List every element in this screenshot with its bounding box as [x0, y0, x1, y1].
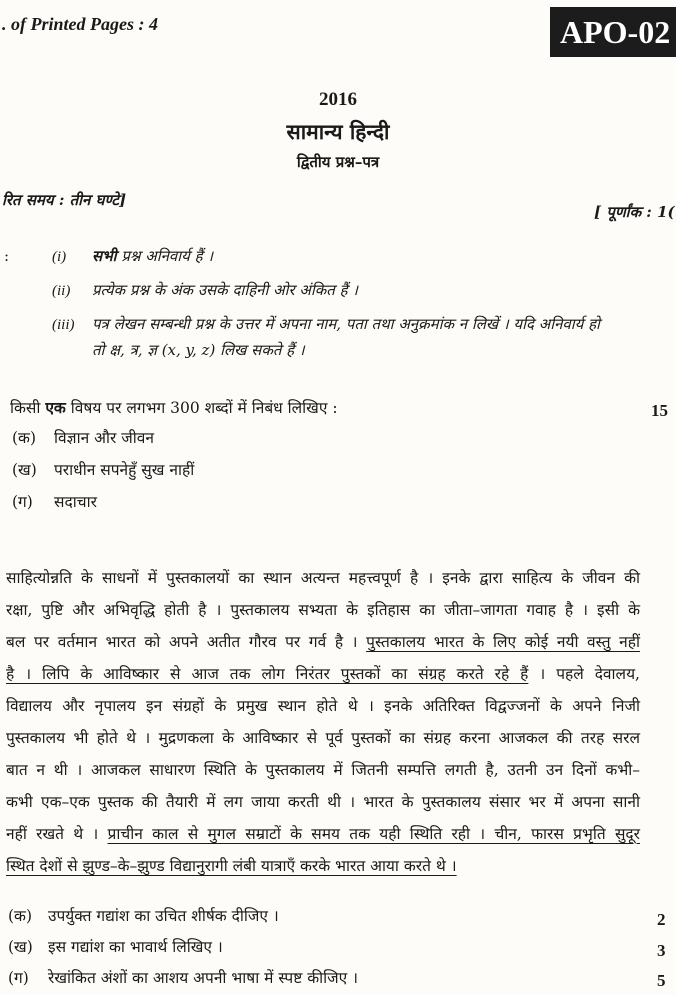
- sub-question-marks: 2: [657, 910, 666, 929]
- essay-option: [12, 426, 154, 448]
- essay-option: [12, 458, 194, 480]
- option-label: (ख): [12, 461, 37, 479]
- passage-line: [6, 566, 640, 588]
- maximum-marks: [ पूर्णांक : 1(: [594, 203, 675, 221]
- passage-segment: विद्यालय और नृपालय इन संग्रहों के प्रमुख स्थान होते थे । इनके अतिरिक्त विद्वज्जनों के अपने निजी: [6, 697, 640, 715]
- passage-line: [6, 726, 640, 748]
- passage-line: [6, 662, 640, 684]
- exam-year: 2016: [319, 89, 357, 110]
- instruction-item: [52, 246, 213, 266]
- sub-question-text: रेखांकित अंशों का आशय अपनी भाषा में स्पष्ट कीजिए ।: [48, 969, 358, 987]
- passage-segment: पुस्तकालय भी होते थे । मुद्रणकला के आविष्कार से पूर्व पुस्तकों का संग्रह करना आजकल की तरह सरल: [6, 729, 640, 747]
- passage-line: [6, 758, 640, 780]
- question-1-marks: 15: [651, 401, 668, 420]
- essay-option: [12, 490, 97, 512]
- sub-question: [8, 904, 279, 926]
- instruction-number: (iii): [52, 317, 75, 333]
- instruction-item: [52, 314, 600, 334]
- passage-segment: साहित्योन्नति के साधनों में पुस्तकालयों का स्थान अत्यन्त महत्त्वपूर्ण है । इनके द्वारा साहित्य के जीवन की: [6, 569, 640, 587]
- instruction-continuation: तो क्ष, त्र, ज्ञ (x, y, z) लिख सकते हैं ।: [92, 341, 305, 359]
- underlined-segment: स्थित देशों से झुण्ड–के–झुण्ड विद्यानुरागी लंबी यात्राएँ करके भारत आया करते थे ।: [6, 857, 457, 875]
- subject-title: सामान्य हिन्दी: [286, 119, 390, 144]
- passage-segment: कभी एक–एक पुस्तक की तैयारी में लग जाया करती थी । भारत के पुस्तकालय संसार भर में अपना सानी: [6, 793, 640, 811]
- sub-question-marks: 5: [657, 971, 666, 990]
- sub-question-label: (क): [8, 907, 32, 925]
- option-label: (ग): [12, 493, 33, 511]
- passage-segment: । पहले देवालय,: [528, 665, 640, 683]
- question-1-prompt: [10, 396, 338, 418]
- passage-line: [6, 790, 640, 812]
- question-1-bold: एक: [45, 398, 66, 417]
- option-text: पराधीन सपनेहुँ सुख नाहीं: [54, 461, 195, 479]
- passage-line: [6, 630, 640, 652]
- passage-line: [6, 854, 457, 876]
- sub-question-label: (ग): [8, 969, 29, 987]
- paper-title: द्वितीय प्रश्न–पत्र: [296, 153, 380, 171]
- sub-question-text: उपर्युक्त गद्यांश का उचित शीर्षक दीजिए ।: [48, 907, 279, 925]
- passage-segment: नहीं रखते थे ।: [6, 825, 108, 843]
- sub-question-label: (ख): [8, 938, 33, 956]
- instructions-lead: :: [4, 247, 10, 265]
- underlined-segment: प्राचीन काल से मुगल सम्राटों के समय तक यही स्थिति रही । चीन, फारस प्रभृति सुदूर: [107, 825, 640, 843]
- instruction-number: (i): [52, 249, 67, 265]
- passage-line: [6, 694, 640, 716]
- instruction-number: (ii): [52, 283, 71, 299]
- passage-line: [6, 598, 640, 620]
- sub-question: [8, 966, 358, 988]
- underlined-segment: है । लिपि के आविष्कार से आज तक लोग निरंतर पुस्तकों का संग्रह करते रहे हैं: [6, 665, 529, 683]
- instruction-item: [52, 280, 358, 300]
- passage-segment: रक्षा, पुष्टि और अभिवृद्धि होती है । पुस्तकालय सभ्यता के इतिहास का जीता–जागता गवाह है । इसी के: [6, 601, 640, 619]
- underlined-segment: पुस्तकालय भारत के लिए कोई नयी वस्तु नहीं: [366, 633, 640, 651]
- option-text: विज्ञान और जीवन: [54, 429, 154, 447]
- instruction-text: पत्र लेखन सम्बन्धी प्रश्न के उत्तर में अपना नाम, पता तथा अनुक्रमांक न लिखें । यदि अनिवार्य हो: [92, 315, 600, 333]
- passage-line: [6, 822, 640, 844]
- sub-question-text: इस गद्यांश का भावार्थ लिखिए ।: [48, 938, 223, 956]
- printed-pages-note: . of Printed Pages : 4: [2, 14, 158, 34]
- question-1-suffix: विषय पर लगभग 300 शब्दों में निबंध लिखिए :: [65, 399, 338, 417]
- instruction-text: प्रत्येक प्रश्न के अंक उसके दाहिनी ओर अंकित हैं ।: [92, 281, 358, 299]
- passage-segment: बल पर वर्तमान भारत को अपने अतीत गौरव पर गर्व है ।: [6, 633, 367, 651]
- time-allowed: रित समय : तीन घण्टे]: [2, 191, 127, 209]
- sub-question-marks: 3: [657, 941, 666, 960]
- question-1-prefix: किसी: [10, 399, 46, 417]
- option-text: सदाचार: [54, 493, 97, 511]
- instruction-text: प्रश्न अनिवार्य हैं ।: [116, 247, 214, 265]
- paper-code-badge: APO-02: [550, 7, 676, 57]
- sub-question: [8, 935, 223, 957]
- option-label: (क): [12, 429, 36, 447]
- instruction-bold: सभी: [92, 247, 117, 265]
- passage-segment: बात न थी । आजकल साधारण स्थिति के पुस्तकालय में जितनी सम्पत्ति लगती है, उतनी उन दिनों कभी–: [6, 761, 640, 779]
